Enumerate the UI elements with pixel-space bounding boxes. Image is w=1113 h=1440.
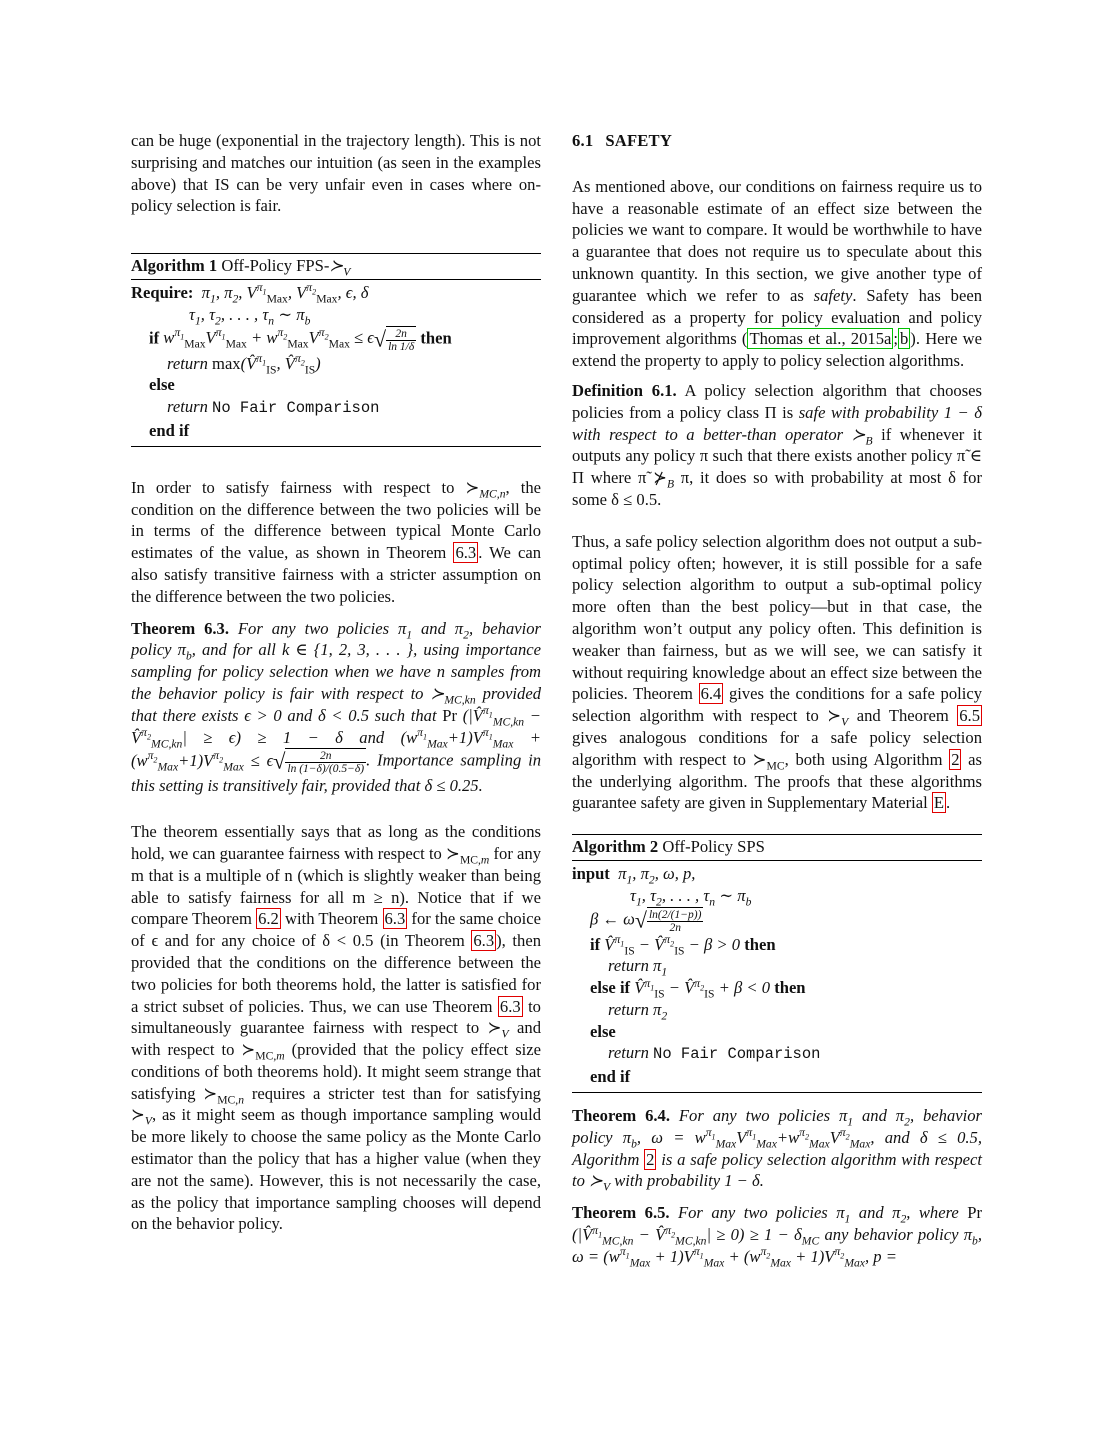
algorithm-2-body [572, 861, 982, 1092]
paragraph-intro: can be huge (exponential in the trajectory length). This is not surprising and matches our intuition (as seen in the examples above) that IS can be very unfair even in cases where on-policy selection is fair. [131, 131, 541, 216]
ref-theorem-6-3[interactable]: 6.3 [384, 909, 406, 929]
ref-theorem-6-5[interactable]: 6.5 [959, 706, 980, 726]
alg1-return-max: return max(V̂$^{\pi_1}_{IS}$, V̂$^{\pi_2}_{IS}$) [167, 352, 321, 376]
ref-theorem-6-3[interactable]: 6.3 [499, 996, 521, 1016]
citation-thomas-2015b[interactable]: b [900, 329, 909, 349]
alg2-else: else [590, 1021, 616, 1041]
right-column [572, 130, 982, 1268]
alg2-return-nofair: return No Fair Comparison [608, 1043, 821, 1064]
algorithm-2-label: Algorithm 2 [572, 837, 659, 857]
alg2-beta: β ← ω√ $\frac{\ln(2/(1-p))}{2n}$ [590, 907, 702, 934]
alg1-end-if: end if [149, 420, 190, 440]
ref-theorem-6-4[interactable]: 6.4 [700, 684, 722, 704]
ref-theorem-6-3[interactable]: 6.3 [455, 543, 477, 563]
paragraph-safe-selection: Thus, a safe policy selection algorithm does not output a sub-optimal policy often; however, it is still possible for a safe policy selection algorithm to output a sub-optimal policy more often than the best policy—but in that case, the algorithm won’t output any policy often. This definition is weaker than fairness, but as we will see, we can satisfy it without requiring knowledge about an effect size between the policies. Theorem 6.4 gives the conditions for a safe policy selection algorithm with respect to $≻_V$ and Theorem 6.5 gives analogous conditions for a safe policy selection algorithm with respect to $≻_{MC}$, both using Algorithm 2 as the underlying algorithm. The proofs that these algorithms guarantee safety are given in Supplementary Material E . [572, 531, 982, 813]
alg1-if-line: if $w^{\pi_1}_{Max}V^{\pi_1}_{Max} + w^{\pi_2}_{Max}V^{\pi_2}_{Max} \le \epsilon√$ $\frac{2n}{\ln 1/\delta}$ then [149, 326, 452, 353]
ref-supplementary-e[interactable]: E [933, 793, 944, 813]
ref-algorithm-2[interactable]: 2 [646, 1149, 655, 1169]
definition-6-1: Definition 6.1. A policy selection algorithm that chooses policies from a policy class Π is safe with probability 1 − δ with respect to a better-than operator $≻_B$ if whenever it outputs any policy π such that there exists another policy π̃ ∈ Π where π̃ $⊁_B$ π, it does so with probability at most δ for some δ ≤ 0.5. [572, 380, 982, 509]
ref-theorem-6-2[interactable]: 6.2 [258, 909, 279, 929]
citation-thomas-2015a[interactable]: Thomas et al., 2015a [749, 329, 892, 349]
algorithm-1 [131, 253, 541, 447]
algorithm-2 [572, 834, 982, 1093]
alg2-elseif: else if V̂$^{\pi_1}_{IS}$ − V̂$^{\pi_2}_{IS}$ + β < 0 then [590, 976, 806, 1001]
alg2-trajectories: $\tau_1$, $\tau_2$, . . . , $\tau_n$ ∼ $\pi_b$ [630, 885, 752, 909]
alg2-if: if V̂$^{\pi_1}_{IS}$ − V̂$^{\pi_2}_{IS}$ − β > 0 then [590, 932, 776, 957]
algorithm-2-title: Off-Policy SPS [662, 837, 765, 857]
paragraph-fairness-mc: In order to satisfy fairness with respect to $≻_{MC,n}$, the condition on the difference between the two policies will be in terms of the difference between typical Monte Carlo estimates of the value, as shown in Theorem 6.3 . We can also satisfy transitive fairness with a stricter assumption on the difference between the two policies. [131, 477, 541, 606]
theorem-6-4: Theorem 6.4. For any two policies $\pi_1$ and $\pi_2$, behavior policy $\pi_b$, $\omega = w^{\pi_1}_{Max}V^{\pi_1}_{Max}+w^{\pi_2}_{Max}V^{\pi_2}_{Max}$, and δ ≤ 0.5, Algorithm 2 is a safe policy selection algorithm with respect to $≻_V$ with probability 1 − δ. [572, 1106, 982, 1194]
left-column [131, 130, 541, 1235]
algorithm-1-header: Algorithm 1 Off-Policy FPS-$≻_V$ [131, 254, 541, 280]
alg1-require: Require: $\pi_1$, $\pi_2$, $V^{\pi_1}_{Max}$, $V^{\pi_2}_{Max}$, ϵ, δ [131, 281, 369, 306]
alg1-else: else [149, 375, 175, 395]
ref-algorithm-2[interactable]: 2 [951, 749, 960, 769]
alg1-return-nofair: return No Fair Comparison [167, 397, 380, 418]
ref-theorem-6-3[interactable]: 6.3 [473, 931, 495, 951]
section-heading: 6.1 SAFETY [572, 131, 673, 150]
alg2-return-pi1: return $\pi_1$ [608, 956, 668, 979]
algorithm-2-header [572, 835, 982, 861]
alg2-input: input $\pi_1$, $\pi_2$, ω, p, [572, 863, 696, 887]
algorithm-1-body [131, 280, 541, 446]
alg1-trajectories: $\tau_1$, $\tau_2$, . . . , $\tau_n$ ∼ $\pi_b$ [189, 304, 311, 328]
paragraph-safety-intro: As mentioned above, our conditions on fairness require us to have a reasonable estimate of an effect size between the policies we want to compare. It would be worthwhile to have a guarantee that does not require us to speculate about this unknown quantity. In this section, we give another type of guarantee which we refer to as safety. Safety has been considered as a property for policy evaluation and policy improvement algorithms ( Thomas et al., 2015a ; b ). Here we extend the property to apply to policy selection algorithms. [572, 176, 983, 371]
algorithm-1-title: Off-Policy FPS- [221, 256, 330, 276]
alg2-return-pi2: return $\pi_2$ [608, 999, 668, 1023]
theorem-6-3: Theorem 6.3. For any two policies $\pi_1$ and $\pi_2$, behavior policy $\pi_b$, and for all k ∈ {1, 2, 3, . . . }, using importance sampling for policy selection when we have n samples from the behavior policy is fair with respect to $≻_{MC,kn}$ provided that there exists ϵ > 0 and δ < 0.5 such that Pr (|V̂$^{\pi_1}_{MC,kn}$ − V̂$^{\pi_2}_{MC,kn}$| ≥ ϵ) ≥ 1 − δ and $(w^{\pi_1}_{Max}+1)V^{\pi_1}_{Max} + (w^{\pi_2}_{Max}+1)V^{\pi_2}_{Max} \le \epsilon√$ $\frac{2n}{\ln (1-\delta)/(0.5-\delta)}$ . Importance sampling in this setting is transitively fair, provided that δ ≤ 0.25. [131, 618, 541, 796]
theorem-6-5: Theorem 6.5. For any two policies $\pi_1$ and $\pi_2$, where Pr (|V̂$^{\pi_1}_{MC,kn}$ − V̂$^{\pi_2}_{MC,kn}$| ≥ $0) \ge 1 - \delta_{MC}$ any behavior policy $\pi_b$, $\omega = (w^{\pi_1}_{Max} + 1)V^{\pi_1}_{Max} + (w^{\pi_2}_{Max} + 1)V^{\pi_2}_{Max}$, p = [572, 1203, 982, 1270]
alg2-end-if: end if [590, 1067, 631, 1087]
paragraph-theorem-discussion: The theorem essentially says that as long as the conditions hold, we can guarantee fairness with respect to $≻_{MC,m}$ for any m that is a multiple of n (which is slightly weaker than being able to satisfy fairness for all m ≥ n). Notice that if we compare Theorem 6.2 with Theorem 6.3 for the same choice of ϵ and for any choice of δ < 0.5 (in Theorem 6.3 ), then provided that the conditions on the difference between the two policies for both theorems hold, the latter is satisfied for a strict subset of policies. Thus, we can use Theorem 6.3 to simultaneously guarantee fairness with respect to $≻_V$ and with respect to $≻_{MC,m}$ (provided that the policy effect size conditions of both theorems hold). It might seem strange that satisfying $≻_{MC,n}$ requires a stricter test than for satisfying $≻_V$, as it might seem as though importance sampling would be more likely to choose the same policy as the Monte Carlo estimator than the policy that has a higher value (when they are not the same). However, this is not necessarily the case, as the policy that importance sampling chooses will depend on the behavior policy. [131, 822, 542, 1234]
algorithm-1-label: Algorithm 1 [131, 256, 218, 276]
